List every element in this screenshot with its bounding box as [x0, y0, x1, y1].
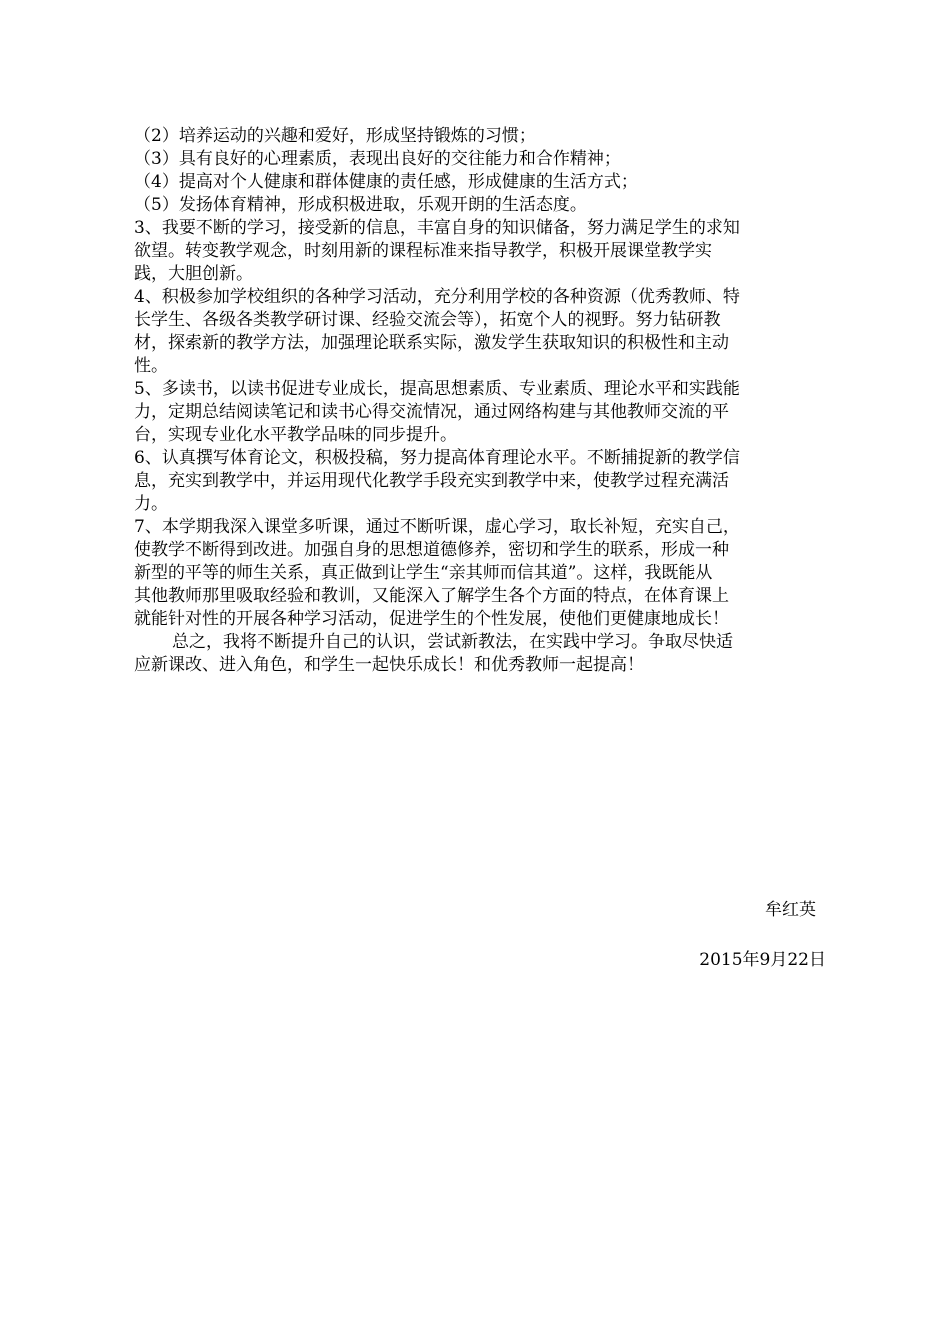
summary-line: 总之，我将不断提升自己的认识，尝试新教法，在实践中学习。争取尽快适	[172, 632, 733, 652]
text-line: 材，探索新的教学方法，加强理论联系实际，激发学生获取知识的积极性和主动	[134, 333, 729, 353]
text-line: 5、多读书，以读书促进专业成长，提高思想素质、专业素质、理论水平和实践能	[134, 379, 740, 399]
text-line: （4）提高对个人健康和群体健康的责任感，形成健康的生活方式；	[134, 172, 638, 192]
text-line: 3、我要不断的学习，接受新的信息，丰富自身的知识储备，努力满足学生的求知	[134, 218, 740, 238]
text-line: （2）培养运动的兴趣和爱好，形成坚持锻炼的习惯；	[134, 126, 536, 146]
author-signature: 牟红英	[765, 900, 816, 920]
text-line: 力。	[134, 494, 168, 514]
summary-line: 应新课改、进入角色，和学生一起快乐成长！和优秀教师一起提高！	[134, 655, 644, 675]
text-line: 4、积极参加学校组织的各种学习活动，充分利用学校的各种资源（优秀教师、特	[134, 287, 740, 307]
text-line: （3）具有良好的心理素质，表现出良好的交往能力和合作精神；	[134, 149, 621, 169]
text-line: 性。	[134, 356, 168, 376]
text-line: 使教学不断得到改进。加强自身的思想道德修养，密切和学生的联系，形成一种	[134, 540, 729, 560]
text-line: 力，定期总结阅读笔记和读书心得交流情况，通过网络构建与其他教师交流的平	[134, 402, 729, 422]
signature-date: 2015年9月22日	[699, 950, 826, 970]
text-line: 7、本学期我深入课堂多听课，通过不断听课，虚心学习，取长补短，充实自己，	[134, 517, 740, 537]
text-line: 践，大胆创新。	[134, 264, 253, 284]
text-line: 就能针对性的开展各种学习活动，促进学生的个性发展，使他们更健康地成长！	[134, 609, 729, 629]
text-line: 息，充实到教学中，并运用现代化教学手段充实到教学中来，使教学过程充满活	[134, 471, 729, 491]
summary-paragraph	[134, 631, 834, 677]
text-line: 台，实现专业化水平教学品味的同步提升。	[134, 425, 457, 445]
text-line: 其他教师那里吸取经验和教训，又能深入了解学生各个方面的特点，在体育课上	[134, 586, 729, 606]
text-line: 欲望。转变教学观念，时刻用新的课程标准来指导教学，积极开展课堂教学实	[134, 241, 712, 261]
text-line: （5）发扬体育精神，形成积极进取，乐观开朗的生活态度。	[134, 195, 587, 215]
text-line: 新型的平等的师生关系，真正做到让学生“亲其师而信其道”。这样，我既能从	[134, 563, 713, 583]
text-line: 长学生、各级各类教学研讨课、经验交流会等），拓宽个人的视野。努力钻研教	[134, 310, 721, 330]
document-page	[134, 125, 834, 970]
text-line: 6、认真撰写体育论文，积极投稿，努力提高体育理论水平。不断捕捉新的教学信	[134, 448, 740, 468]
body-text	[134, 125, 834, 631]
